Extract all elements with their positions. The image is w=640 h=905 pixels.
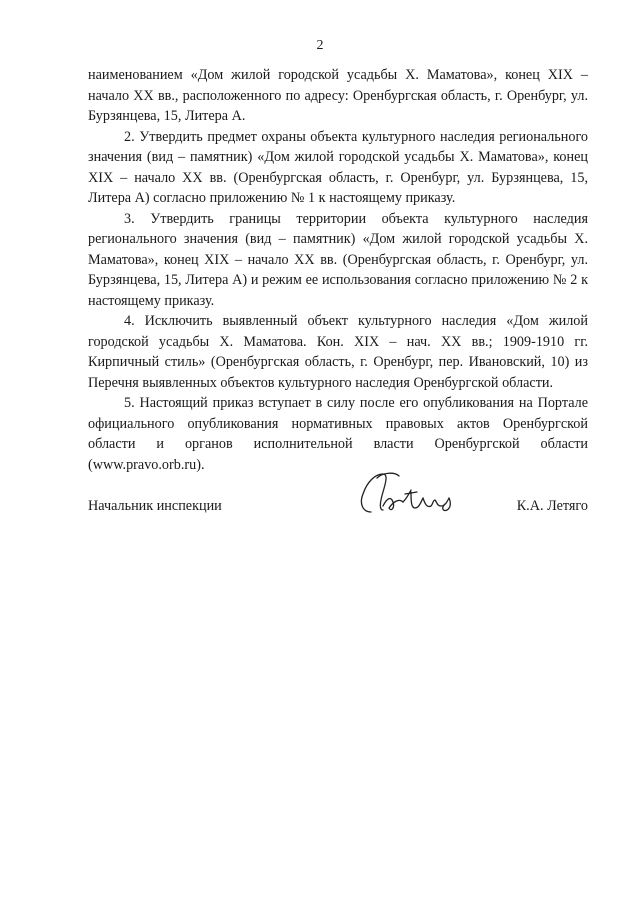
paragraph-item-5: 5. Настоящий приказ вступает в силу после его опубликования на Портале официального опубликования нормативных правовых актов Оренбургской области и органов исполнительной власти Оренбургской области (www.pravo.orb.ru). — [88, 395, 588, 473]
signature-block — [88, 490, 588, 530]
page-number: 2 — [316, 38, 324, 53]
paragraph-item-3: 3. Утвердить границы территории объекта культурного наследия регионального значения (вид – памятник) «Дом жилой городской усадьбы Х. Маматова», конец XIX – начало XX вв. (Оренбургская область, г. Оренбург, ул. Бурзянцева, 15, Литера А) и режим ее использования согласно приложению № 2 к настоящему приказу. — [88, 210, 588, 309]
paragraph-item-4: 4. Исключить выявленный объект культурного наследия «Дом жилой городской усадьбы Х. Маматова. Кон. XIX – нач. XX вв.; 1909-1910 гг. Кирпичный стиль» (Оренбургская область, г. Оренбург, пер. Ивановский, 10) из Перечня выявленных объектов культурного наследия Оренбургской области. — [88, 313, 588, 391]
handwritten-signature — [353, 468, 463, 531]
signer-name: К.А. Летяго — [516, 498, 588, 514]
paragraph-item-2: 2. Утвердить предмет охраны объекта культурного наследия регионального значения (вид – памятник) «Дом жилой городской усадьбы Х. Маматова», конец XIX – начало XX вв. (Оренбургская область, г. Оренбург, ул. Бурзянцева, 15, Литера А) согласно приложению № 1 к настоящему приказу. — [88, 128, 588, 206]
document-body — [88, 65, 588, 475]
signer-title: Начальник инспекции — [88, 498, 222, 514]
paragraph-continuation: наименованием «Дом жилой городской усадьбы Х. Маматова», конец XIX – начало XX вв., расположенного по адресу: Оренбургская область, г. Оренбург, ул. Бурзянцева, 15, Литера А. — [88, 67, 588, 124]
